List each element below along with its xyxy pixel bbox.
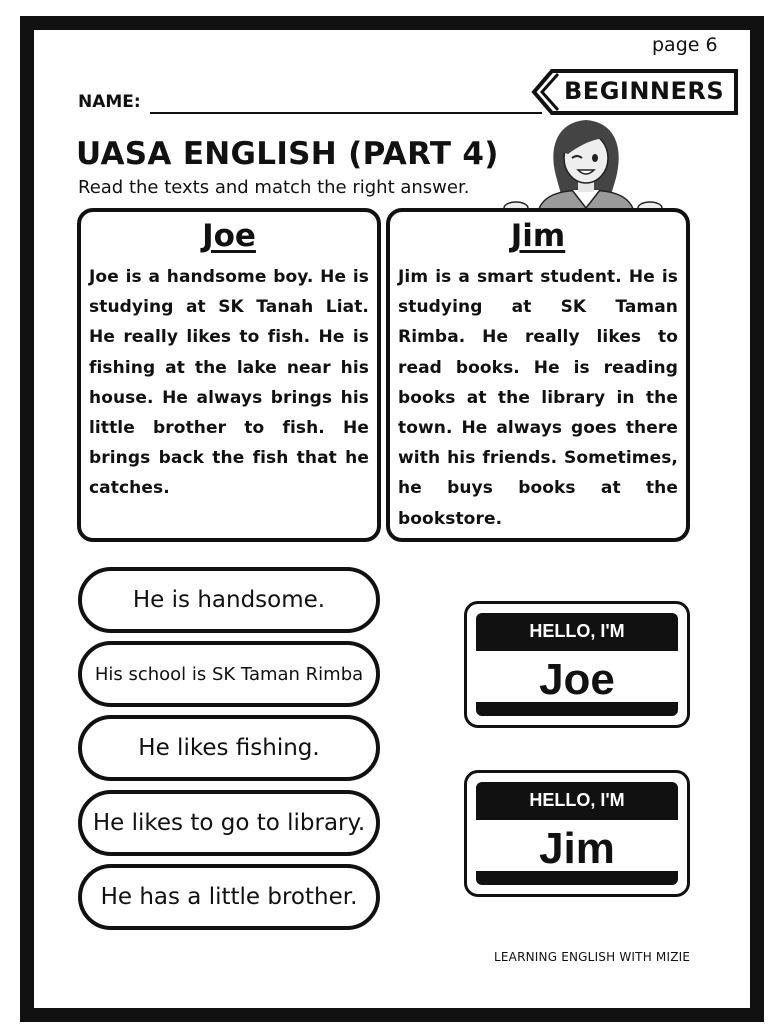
hello-label: HELLO, I'M xyxy=(529,621,625,641)
statement-item[interactable]: He likes to go to library. xyxy=(78,790,380,856)
story-text: Joe is a handsome boy. He is studying at SK Tanah Liat. He really likes to fish. He is fishing at the lake near his house. He always brings his little brother to fish. He brings back the fish that he catches. xyxy=(89,267,369,499)
story-title: Jim xyxy=(510,218,566,254)
story-title: Joe xyxy=(202,218,256,254)
story-card-joe xyxy=(77,208,381,542)
statement-item[interactable]: He has a little brother. xyxy=(78,864,380,930)
footer-credit: LEARNING ENGLISH WITH MIZIE xyxy=(494,950,691,964)
name-field[interactable] xyxy=(150,112,542,114)
story-card-jim xyxy=(386,208,690,542)
statement-item[interactable]: He is handsome. xyxy=(78,567,380,633)
page-title: UASA ENGLISH (PART 4) xyxy=(76,136,499,172)
instruction-text: Read the texts and match the right answer. xyxy=(78,177,470,198)
story-text: Jim is a smart student. He is studying at SK Taman Rimba. He really likes to read books. He is reading books at the library in the town. He always goes there with his friends. Sometimes, he buys books at the bookstore. xyxy=(398,267,678,529)
name-tag-joe[interactable] xyxy=(464,601,690,728)
statement-item[interactable]: His school is SK Taman Rimba xyxy=(78,641,380,707)
hello-label: HELLO, I'M xyxy=(529,790,625,810)
name-tag-jim[interactable] xyxy=(464,770,690,897)
name-label: NAME: xyxy=(78,92,141,112)
teacher-illustration xyxy=(498,116,670,216)
name-tag-name: Joe xyxy=(539,655,615,704)
statement-item[interactable]: He likes fishing. xyxy=(78,715,380,781)
level-label: BEGINNERS xyxy=(564,77,725,105)
name-tag-name: Jim xyxy=(539,824,615,873)
page-number: page 6 xyxy=(652,34,718,56)
level-tag xyxy=(530,68,738,116)
